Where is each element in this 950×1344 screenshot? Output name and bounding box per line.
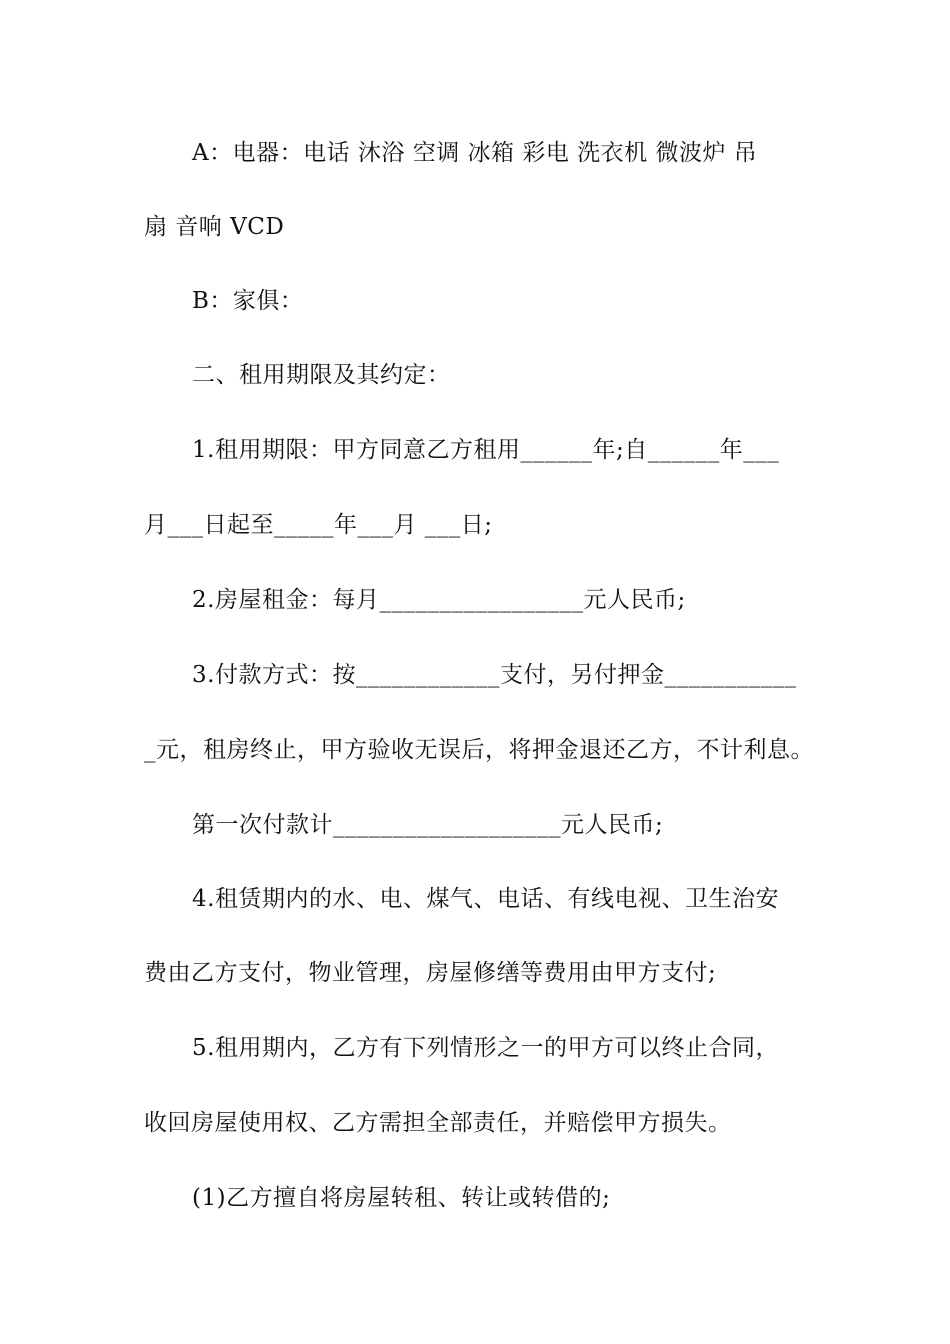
clause-1-term: 1.租用期限：甲方同意乙方租用______年;自______年___ (192, 437, 780, 463)
section-heading-term: 二、租用期限及其约定： (192, 362, 451, 388)
clause-3-payment-cont: _元，租房终止，甲方验收无误后，将押金退还乙方，不计利息。 (144, 737, 814, 763)
clause-5-item-1: (1)乙方擅自将房屋转租、转让或转借的; (192, 1185, 611, 1211)
first-payment-line: 第一次付款计___________________元人民币; (192, 812, 664, 838)
paragraph-furniture: B：家俱： (192, 288, 304, 314)
clause-4-utilities: 4.租赁期内的水、电、煤气、电话、有线电视、卫生治安 (192, 886, 779, 912)
paragraph-appliances: A：电器：电话 沐浴 空调 冰箱 彩电 洗衣机 微波炉 吊 (192, 140, 758, 166)
clause-5-termination-cont: 收回房屋使用权、乙方需担全部责任，并赔偿甲方损失。 (144, 1110, 732, 1136)
clause-3-payment: 3.付款方式：按____________支付，另付押金___________ (192, 662, 797, 688)
paragraph-appliances-cont: 扇 音响 VCD (144, 214, 285, 240)
clause-2-rent: 2.房屋租金：每月_________________元人民币; (192, 587, 686, 613)
clause-4-utilities-cont: 费由乙方支付，物业管理，房屋修缮等费用由甲方支付; (144, 960, 717, 986)
clause-5-termination: 5.租用期内，乙方有下列情形之一的甲方可以终止合同， (192, 1035, 779, 1061)
clause-1-term-cont: 月___日起至_____年___月 ___日; (144, 512, 493, 538)
